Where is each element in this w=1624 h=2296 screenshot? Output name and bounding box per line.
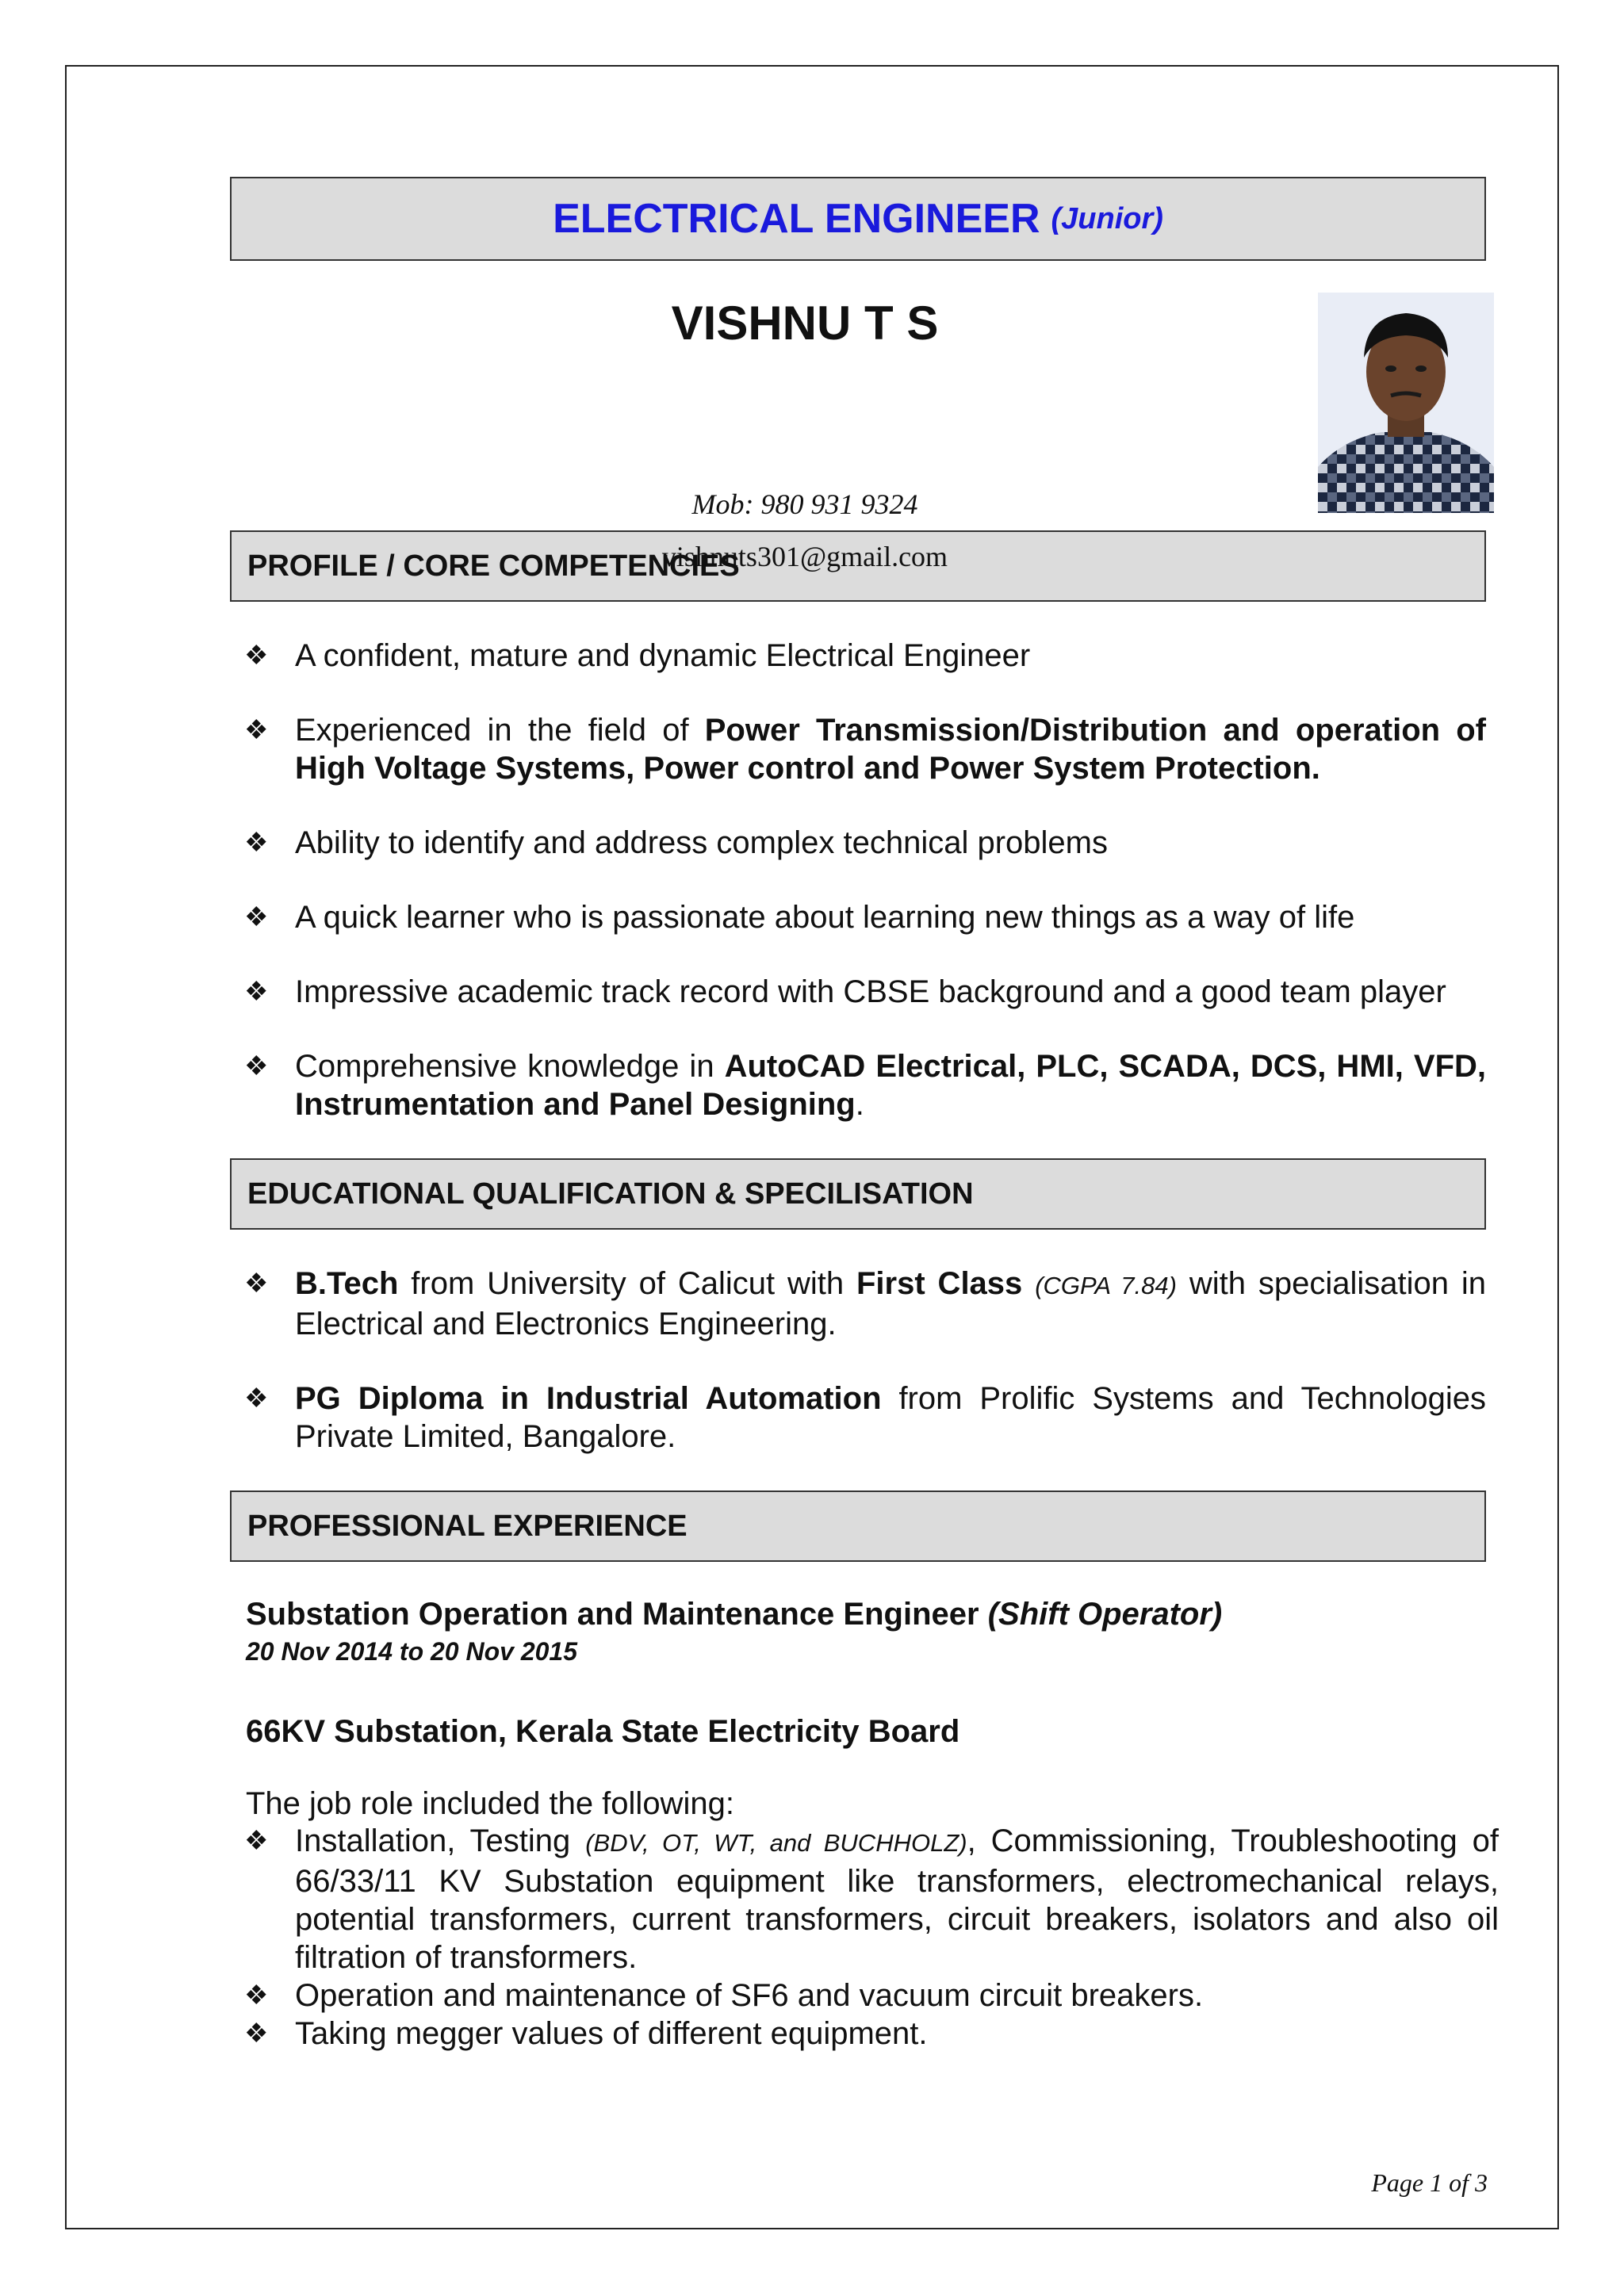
bullet-diamond-icon: ❖ <box>244 902 269 932</box>
list-item: ❖ Ability to identify and address complex technical problems <box>244 825 1108 860</box>
section-header-experience: PROFESSIONAL EXPERIENCE <box>230 1490 1486 1562</box>
bullet-diamond-icon: ❖ <box>244 641 269 671</box>
list-item: ❖ Taking megger values of different equipment. <box>244 2016 928 2051</box>
education-list <box>230 1265 1486 1456</box>
section-header-profile: PROFILE / CORE COMPETENCIES <box>230 530 1486 602</box>
job-position: Substation Operation and Maintenance Engineer (Shift Operator) <box>246 1597 1223 1632</box>
bullet-diamond-icon: ❖ <box>244 1383 269 1414</box>
employer-name: 66KV Substation, Kerala State Electricity Board <box>246 1714 960 1749</box>
list-item: ❖ PG Diploma in Industrial Automation from Prolific Systems and Technologies Private Limited, Bangalore. <box>244 1381 1486 1454</box>
bullet-diamond-icon: ❖ <box>244 1269 269 1299</box>
list-item: ❖ B.Tech from University of Calicut with First Class (CGPA 7.84) with specialisation in Electrical and Electronics Engineering. <box>244 1266 1486 1341</box>
person-photo-icon <box>1318 293 1494 513</box>
title-banner <box>230 177 1486 261</box>
bullet-diamond-icon: ❖ <box>244 1826 269 1856</box>
resume-content <box>230 177 1499 2053</box>
mobile-number: Mob: 980 931 9324 <box>691 488 918 520</box>
section-header-education: EDUCATIONAL QUALIFICATION & SPECILISATION <box>230 1158 1486 1230</box>
job-role-intro: The job role included the following: <box>246 1786 734 1821</box>
bullet-diamond-icon: ❖ <box>244 1051 269 1081</box>
profile-list <box>230 637 1486 1123</box>
list-item: ❖ Experienced in the field of Power Transmission/Distribution and operation of High Voltage Systems, Power control and Power System Protection. <box>244 713 1487 786</box>
job-title-heading: ELECTRICAL ENGINEER <box>553 196 1040 242</box>
job-title-level: (Junior) <box>1051 201 1163 235</box>
candidate-name: VISHNU T S <box>671 297 939 350</box>
list-item: ❖ Operation and maintenance of SF6 and vacuum circuit breakers. <box>244 1978 1204 2013</box>
list-item: ❖ Comprehensive knowledge in AutoCAD Electrical, PLC, SCADA, DCS, HMI, VFD, Instrumentation and Panel Designing. <box>244 1049 1486 1122</box>
profile-photo <box>1318 293 1494 513</box>
job-dates: 20 Nov 2014 to 20 Nov 2015 <box>246 1637 578 1666</box>
bullet-diamond-icon: ❖ <box>244 828 269 858</box>
bullet-diamond-icon: ❖ <box>244 715 269 745</box>
bullet-diamond-icon: ❖ <box>244 1980 269 2011</box>
list-item: ❖ A confident, mature and dynamic Electrical Engineer <box>244 638 1031 673</box>
bullet-diamond-icon: ❖ <box>244 2019 269 2049</box>
page-number: Page 1 of 3 <box>1371 2168 1488 2197</box>
list-item: ❖ Installation, Testing (BDV, OT, WT, and BUCHHOLZ), Commissioning, Troubleshooting of 66/33/11 KV Substation equipment like transformers, electromechanical relays, potential transformers, current transformers, circuit breakers, isolators and also oil filtration of transformers. <box>244 1823 1499 1975</box>
list-item: ❖ A quick learner who is passionate about learning new things as a way of life <box>244 900 1355 935</box>
email-address: vishnuts301@gmail.com <box>661 541 948 572</box>
list-item: ❖ Impressive academic track record with CBSE background and a good team player <box>244 974 1446 1009</box>
bullet-diamond-icon: ❖ <box>244 977 269 1007</box>
experience-list <box>230 1822 1499 2053</box>
